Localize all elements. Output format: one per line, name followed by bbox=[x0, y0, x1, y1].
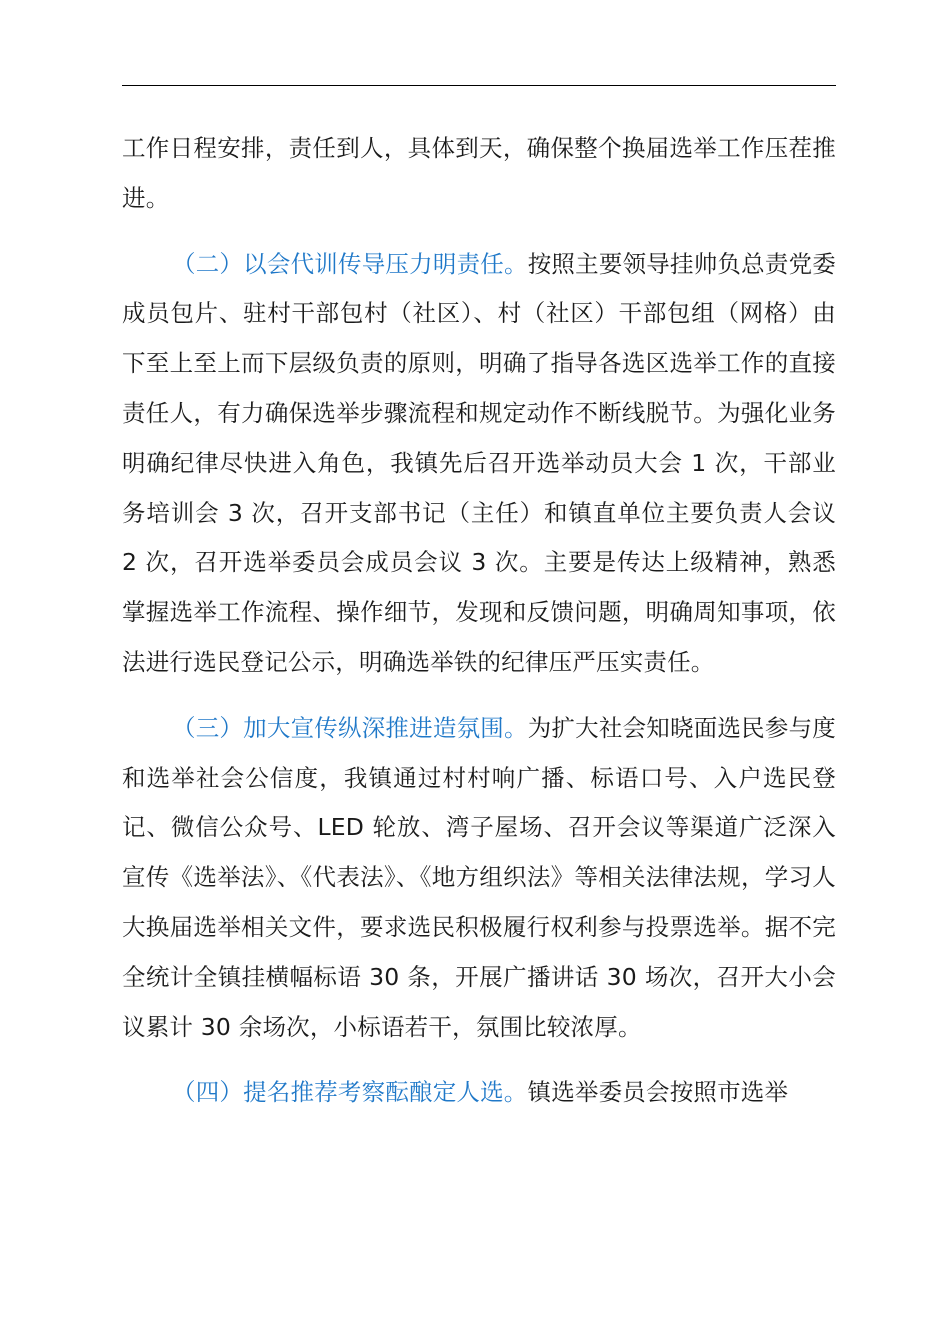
paragraph-text: 工作日程安排，责任到人，具体到天，确保整个换届选举工作压茬推进。 bbox=[122, 134, 836, 212]
header-rule bbox=[122, 85, 836, 86]
paragraph-section-3 bbox=[122, 704, 836, 1053]
paragraph-text: 为扩大社会知晓面选民参与度和选举社会公信度，我镇通过村村响广播、标语口号、入户选民登记、微信公众号、LED 轮放、湾子屋场、召开会议等渠道广泛深入宣传《选举法》、《代表法》、《地方组织法》等相关法律法规，学习人大换届选举相关文件，要求选民积极履行权利参与投票选举。据不完全统计全镇挂横幅标语 30 条，开展广播讲话 30 场次，召开大小会议累计 30 余场次，小标语若干，氛围比较浓厚。 bbox=[122, 713, 836, 1041]
paragraph-continuation bbox=[122, 124, 836, 224]
section-heading: （四）提名推荐考察酝酿定人选。 bbox=[172, 1078, 528, 1107]
section-heading: （二）以会代训传导压力明责任。 bbox=[172, 249, 528, 278]
paragraph-section-2 bbox=[122, 240, 836, 688]
paragraph-text: 镇选举委员会按照市选举 bbox=[527, 1078, 789, 1107]
document-body bbox=[122, 124, 836, 1118]
paragraph-text: 按照主要领导挂帅负总责党委成员包片、驻村干部包村（社区）、村（社区）干部包组（网格）由下至上至上而下层级负责的原则，明确了指导各选区选举工作的直接责任人，有力确保选举步骤流程和规定动作不断线脱节。为强化业务明确纪律尽快进入角色，我镇先后召开选举动员大会 1 次，干部业务培训会 3 次，召开支部书记（主任）和镇直单位主要负责人会议 2 次，召开选举委员会成员会议 3 次。主要是传达上级精神，熟悉掌握选举工作流程、操作细节，发现和反馈问题，明确周知事项，依法进行选民登记公示，明确选举铁的纪律压严压实责任。 bbox=[122, 249, 836, 676]
paragraph-section-4 bbox=[122, 1068, 836, 1118]
section-heading: （三）加大宣传纵深推进造氛围。 bbox=[172, 713, 528, 742]
